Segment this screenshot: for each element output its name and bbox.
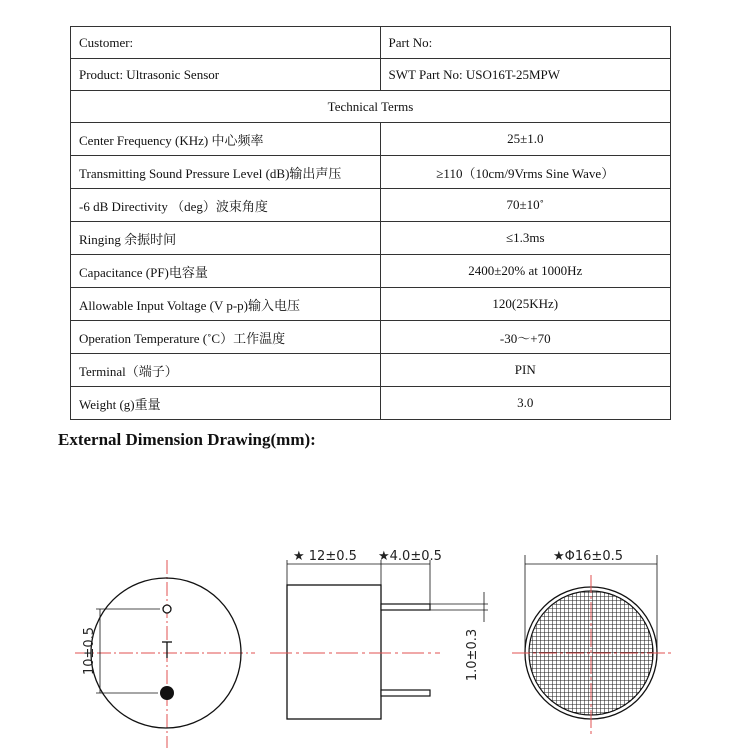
table-section-header: Technical Terms [71,91,671,123]
table-cell-value: ≥110（10cm/9Vrms Sine Wave） [380,156,670,189]
table-row [71,222,671,255]
pin-hole-small [163,605,171,613]
table-cell-label: Center Frequency (KHz) 中心频率 [71,123,381,156]
table-row [71,156,671,189]
table-cell-value: 70±10˚ [380,189,670,222]
front-view [512,549,672,735]
table-cell-value: ≤1.3ms [380,222,670,255]
table-row [71,288,671,321]
table-cell-label: Capacitance (PF)电容量 [71,255,381,288]
table-cell-value: SWT Part No: USO16T-25MPW [380,59,670,91]
table-cell-label: Weight (g)重量 [71,387,381,420]
dimension-drawing [0,500,749,748]
table-row [71,321,671,354]
table-cell-value: 2400±20% at 1000Hz [380,255,670,288]
table-cell-label: Product: Ultrasonic Sensor [71,59,381,91]
table-cell-label: Transmitting Sound Pressure Level (dB)输出声压 [71,156,381,189]
table-cell-label: Allowable Input Voltage (V p-p)输入电压 [71,288,381,321]
table-row [71,59,671,91]
side-body [287,585,381,719]
table-cell-label: Customer: [71,27,381,59]
table-cell-label: Ringing 余振时间 [71,222,381,255]
table-row [71,255,671,288]
table-cell-label: Terminal（端子） [71,354,381,387]
table-cell-value: 3.0 [380,387,670,420]
table-cell-label: Operation Temperature (˚C）工作温度 [71,321,381,354]
table-cell-value: PIN [380,354,670,387]
dim-label-body: ★ 12±0.5 [293,549,357,564]
table-row [71,387,671,420]
dim-label-pin-diameter: 1.0±0.3 [465,628,480,682]
section-title: External Dimension Drawing(mm): [58,430,316,449]
table-row [71,91,671,123]
table-row [71,354,671,387]
dim-label-pin: ★4.0±0.5 [378,549,442,564]
pin-lower [381,690,430,696]
table-row [71,189,671,222]
spec-table [70,26,671,420]
dim-label-diameter: ★Φ16±0.5 [553,549,623,564]
dim-label-10: 10±0.5 [82,626,97,676]
pin-hole-large [160,686,174,700]
table-cell-value: -30～+70 [380,321,670,354]
pin-upper [381,604,430,610]
table-cell-value: 25±1.0 [380,123,670,156]
table-cell-label: -6 dB Directivity （deg）波束角度 [71,189,381,222]
table-row [71,123,671,156]
table-row [71,27,671,59]
table-cell-value: 120(25KHz) [380,288,670,321]
side-view [270,549,488,719]
table-cell-value: Part No: [380,27,670,59]
bottom-view [75,560,255,748]
